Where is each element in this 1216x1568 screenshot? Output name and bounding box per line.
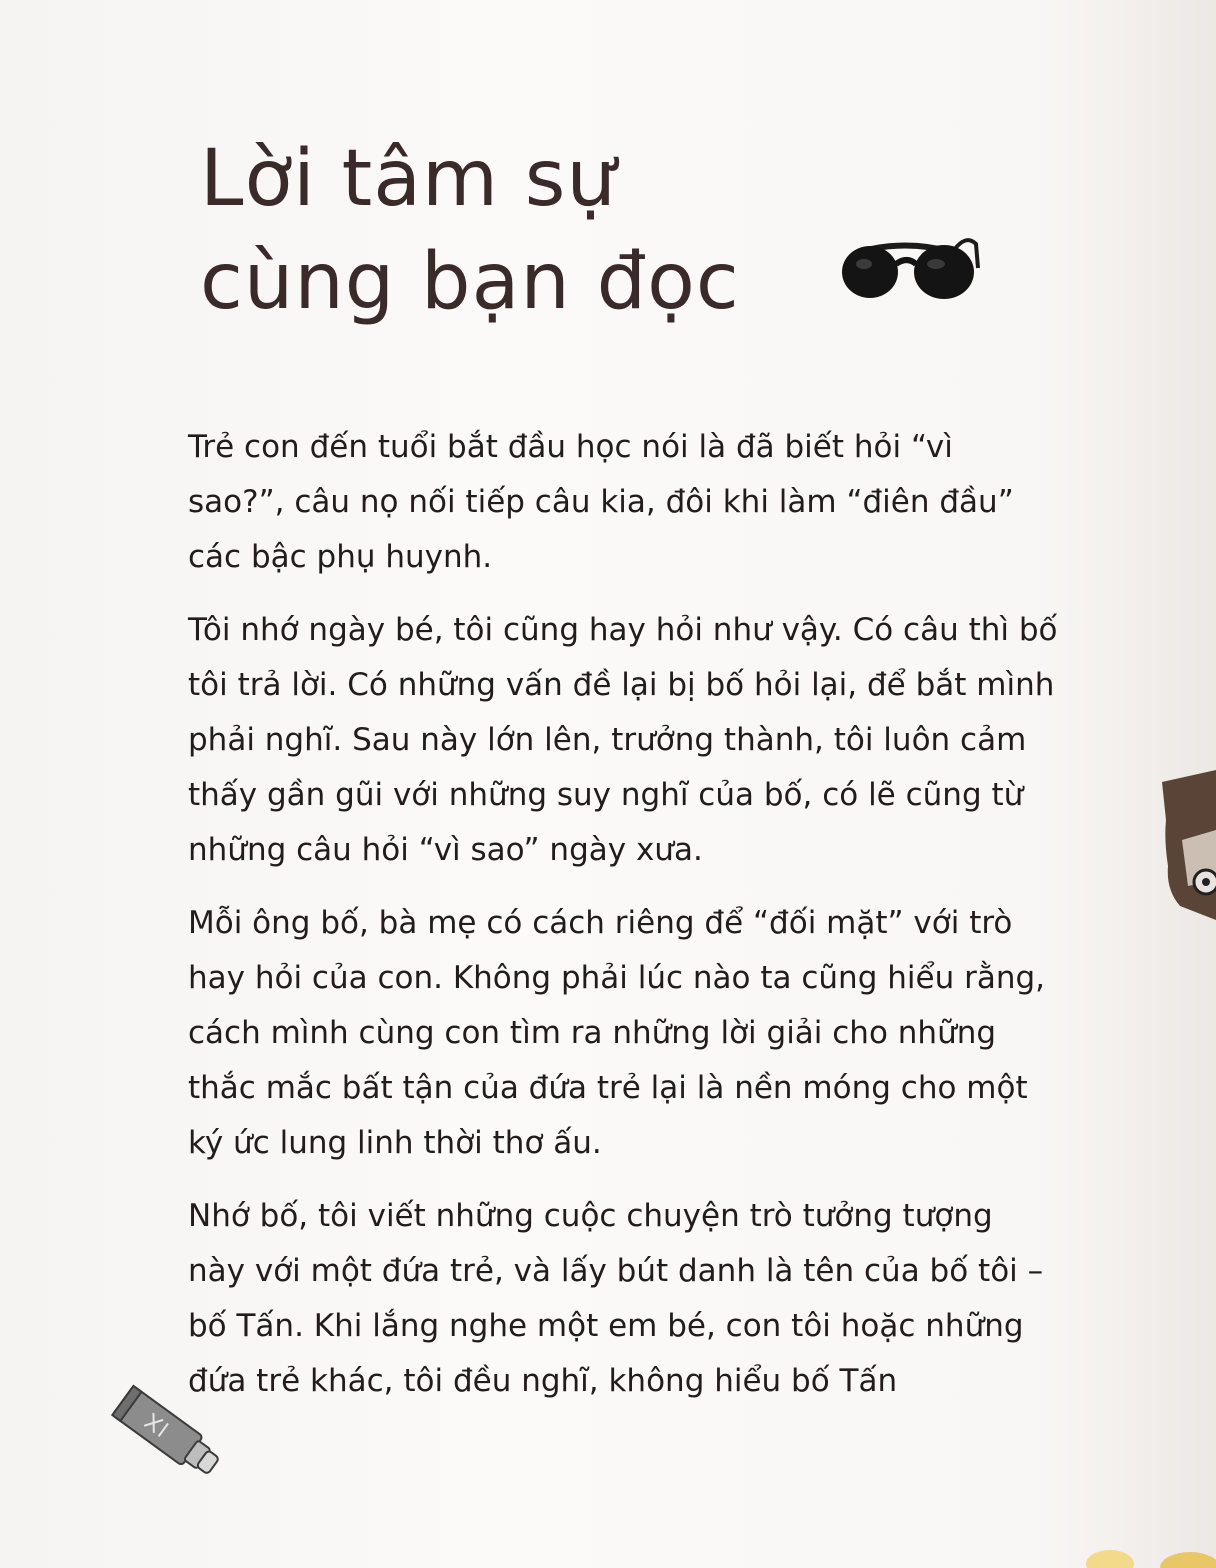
- body-text: [188, 420, 1058, 1427]
- title-line-1: Lời tâm sự: [200, 134, 617, 224]
- title-line-2: cùng bạn đọc: [200, 237, 740, 327]
- sunglasses-icon: [836, 228, 982, 308]
- paragraph: Tôi nhớ ngày bé, tôi cũng hay hỏi như vậy. Có câu thì bố tôi trả lời. Có những vấn đề lại bị bố hỏi lại, để bắt mình phải nghĩ. Sau này lớn lên, trưởng thành, tôi luôn cảm thấy gần gũi với những suy nghĩ của bố, có lẽ cũng từ những câu hỏi “vì sao” ngày xưa.: [188, 612, 1058, 868]
- page-title: [200, 128, 740, 334]
- paragraph: Mỗi ông bố, bà mẹ có cách riêng để “đối mặt” với trò hay hỏi của con. Không phải lúc nào ta cũng hiểu rằng, cách mình cùng con tìm ra những lời giải cho những thắc mắc bất tận của đứa trẻ lại là nền móng cho một ký ức lung linh thời thơ ấu.: [188, 905, 1045, 1161]
- paragraph: Trẻ con đến tuổi bắt đầu học nói là đã biết hỏi “vì sao?”, câu nọ nối tiếp câu kia, đôi khi làm “điên đầu” các bậc phụ huynh.: [188, 429, 1014, 575]
- paragraph: Nhớ bố, tôi viết những cuộc chuyện trò tưởng tượng này với một đứa trẻ, và lấy bút danh là tên của bố tôi – bố Tấn. Khi lắng nghe một em bé, con tôi hoặc những đứa trẻ khác, tôi đều nghĩ, không hiểu bố Tấn: [188, 1198, 1044, 1399]
- edge-illustration: [1162, 770, 1216, 920]
- cream-tube-icon: [104, 1384, 234, 1484]
- corner-illustration: [1070, 1528, 1216, 1568]
